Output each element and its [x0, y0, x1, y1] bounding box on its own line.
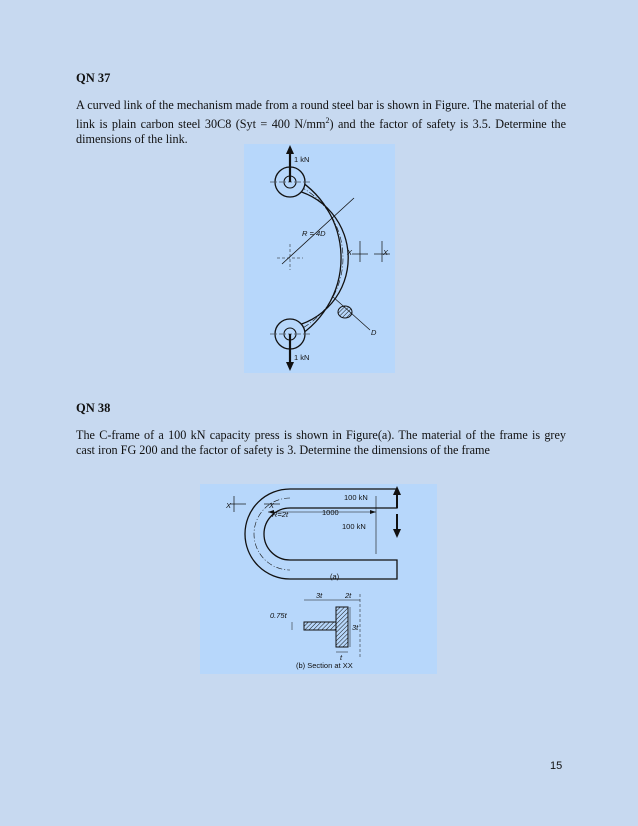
dim-t: t	[340, 653, 343, 662]
qn37-paragraph	[76, 98, 566, 147]
dim-3t-right: 3t	[352, 623, 359, 632]
top-load-label: 1 kN	[294, 155, 310, 164]
qn37-text-part2: ) and the factor of safety is 3.5. Determine the dimensions of the link.	[76, 117, 566, 147]
curved-link-figure	[244, 144, 395, 373]
c-frame-figure	[200, 484, 437, 674]
caption-b: (b) Section at XX	[296, 661, 353, 670]
qn38-title: QN 38	[76, 401, 111, 415]
caption-a: (a)	[330, 572, 340, 581]
dim-3t-top: 3t	[316, 591, 323, 600]
dim-075t: 0.75t	[270, 611, 287, 620]
section-x-mid: X	[269, 501, 275, 510]
bottom-load-label: 1 kN	[294, 353, 310, 362]
qn37-title: QN 37	[76, 71, 111, 85]
t-section-flange	[336, 607, 348, 647]
section-left-label: X	[347, 248, 353, 257]
section-x-left: X	[226, 501, 232, 510]
qn37-superscript: 2	[325, 116, 330, 125]
qn37-text-part1: A curved link of the mechanism made from a round steel bar is shown in Figure. The material of the link is plain carbon steel 30C8 (Syt = 400 N/mm	[76, 98, 566, 132]
qn38-paragraph: The C-frame of a 100 kN capacity press is shown in Figure(a). The material of the frame is grey cast iron FG 200 and the factor of safety is 3. Determine the dimensions of the frame	[76, 428, 566, 457]
diameter-label: D	[371, 328, 377, 337]
dim-2t: 2t	[345, 591, 352, 600]
load-top-label: 100 kN	[344, 493, 368, 502]
load-bottom-label: 100 kN	[342, 522, 366, 531]
span-1000-label: 1000	[322, 508, 339, 517]
t-section-web	[304, 622, 336, 630]
page-number: 15	[550, 760, 563, 772]
radius-2t-label: R=2t	[272, 510, 289, 519]
radius-label: R = 4D	[302, 229, 326, 238]
section-right-label: X	[383, 248, 389, 257]
